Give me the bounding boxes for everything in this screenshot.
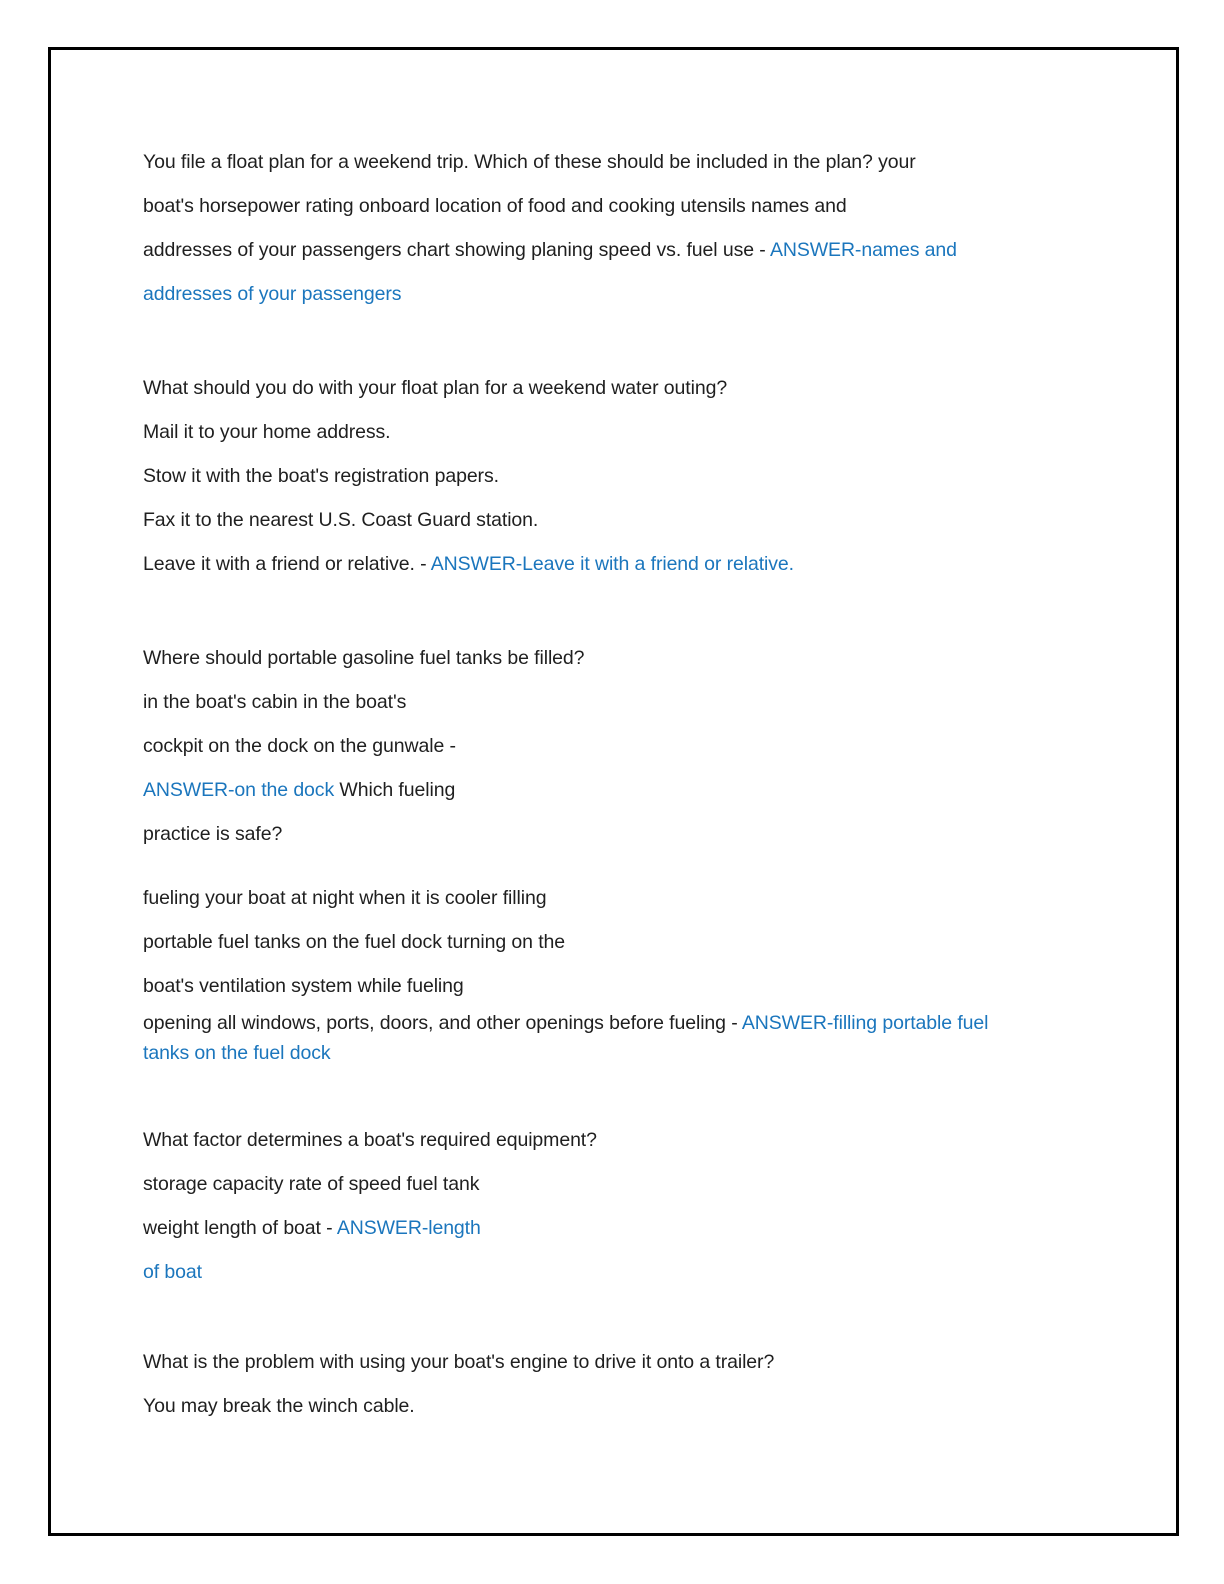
text-line <box>143 636 1103 680</box>
question-text: You may break the winch cable. <box>143 1395 415 1417</box>
text-line <box>143 140 1103 184</box>
question-text: addresses of your passengers chart showing planing speed vs. fuel use - <box>143 239 770 261</box>
text-line <box>143 964 1103 1008</box>
question-text: in the boat's cabin in the boat's <box>143 691 407 713</box>
answer-text: ANSWER-names and <box>769 239 957 261</box>
text-line <box>143 1118 1103 1162</box>
question-block-fueling-practice <box>143 876 1103 1068</box>
text-line <box>143 1250 1103 1294</box>
text-line <box>143 876 1103 920</box>
answer-text: ANSWER-filling portable fuel <box>741 1012 989 1034</box>
answer-text: ANSWER-Leave it with a friend or relative. <box>430 553 794 575</box>
text-line <box>143 1008 1103 1038</box>
answer-text: ANSWER-on the dock <box>143 779 335 801</box>
question-text: boat's horsepower rating onboard location of food and cooking utensils names and <box>143 195 847 217</box>
text-line <box>143 768 1103 812</box>
text-line <box>143 1038 1103 1068</box>
answer-text: tanks on the fuel dock <box>143 1042 331 1064</box>
question-text: You file a float plan for a weekend trip. Which of these should be included in the plan? your <box>143 151 916 173</box>
text-line <box>143 228 1103 272</box>
question-text: Fax it to the nearest U.S. Coast Guard station. <box>143 509 539 531</box>
question-text: boat's ventilation system while fueling <box>143 975 464 997</box>
text-line <box>143 1384 1103 1428</box>
question-text: practice is safe? <box>143 823 283 845</box>
text-line <box>143 184 1103 228</box>
text-line <box>143 542 1103 586</box>
question-text: cockpit on the dock on the gunwale - <box>143 735 456 757</box>
text-line <box>143 920 1103 964</box>
question-text: fueling your boat at night when it is cooler filling <box>143 887 547 909</box>
question-text: Which fueling <box>334 779 456 801</box>
answer-text: of boat <box>143 1261 202 1283</box>
text-line <box>143 724 1103 768</box>
question-text: Stow it with the boat's registration papers. <box>143 465 499 487</box>
question-block-required-equipment <box>143 1118 1103 1294</box>
question-text: Leave it with a friend or relative. - <box>143 553 431 575</box>
text-line <box>143 812 1103 856</box>
text-line <box>143 366 1103 410</box>
document-content <box>143 140 1103 1428</box>
question-text: What should you do with your float plan for a weekend water outing? <box>143 377 728 399</box>
question-text: What factor determines a boat's required equipment? <box>143 1129 597 1151</box>
text-line <box>143 1206 1103 1250</box>
question-text: portable fuel tanks on the fuel dock turning on the <box>143 931 566 953</box>
question-block-float-plan-handling <box>143 366 1103 586</box>
text-line <box>143 272 1103 316</box>
text-line <box>143 1162 1103 1206</box>
question-text: opening all windows, ports, doors, and other openings before fueling - <box>143 1012 742 1034</box>
text-line <box>143 680 1103 724</box>
text-line <box>143 454 1103 498</box>
question-text: What is the problem with using your boat's engine to drive it onto a trailer? <box>143 1351 775 1373</box>
text-line <box>143 410 1103 454</box>
answer-text: addresses of your passengers <box>143 283 402 305</box>
question-text: Mail it to your home address. <box>143 421 391 443</box>
answer-text: ANSWER-length <box>336 1217 481 1239</box>
question-text: weight length of boat - <box>143 1217 337 1239</box>
question-block-portable-fuel-tanks <box>143 636 1103 856</box>
question-text: Where should portable gasoline fuel tanks be filled? <box>143 647 585 669</box>
question-block-trailer-engine <box>143 1340 1103 1428</box>
text-line <box>143 1340 1103 1384</box>
text-line <box>143 498 1103 542</box>
question-text: storage capacity rate of speed fuel tank <box>143 1173 480 1195</box>
question-block-float-plan-contents <box>143 140 1103 316</box>
